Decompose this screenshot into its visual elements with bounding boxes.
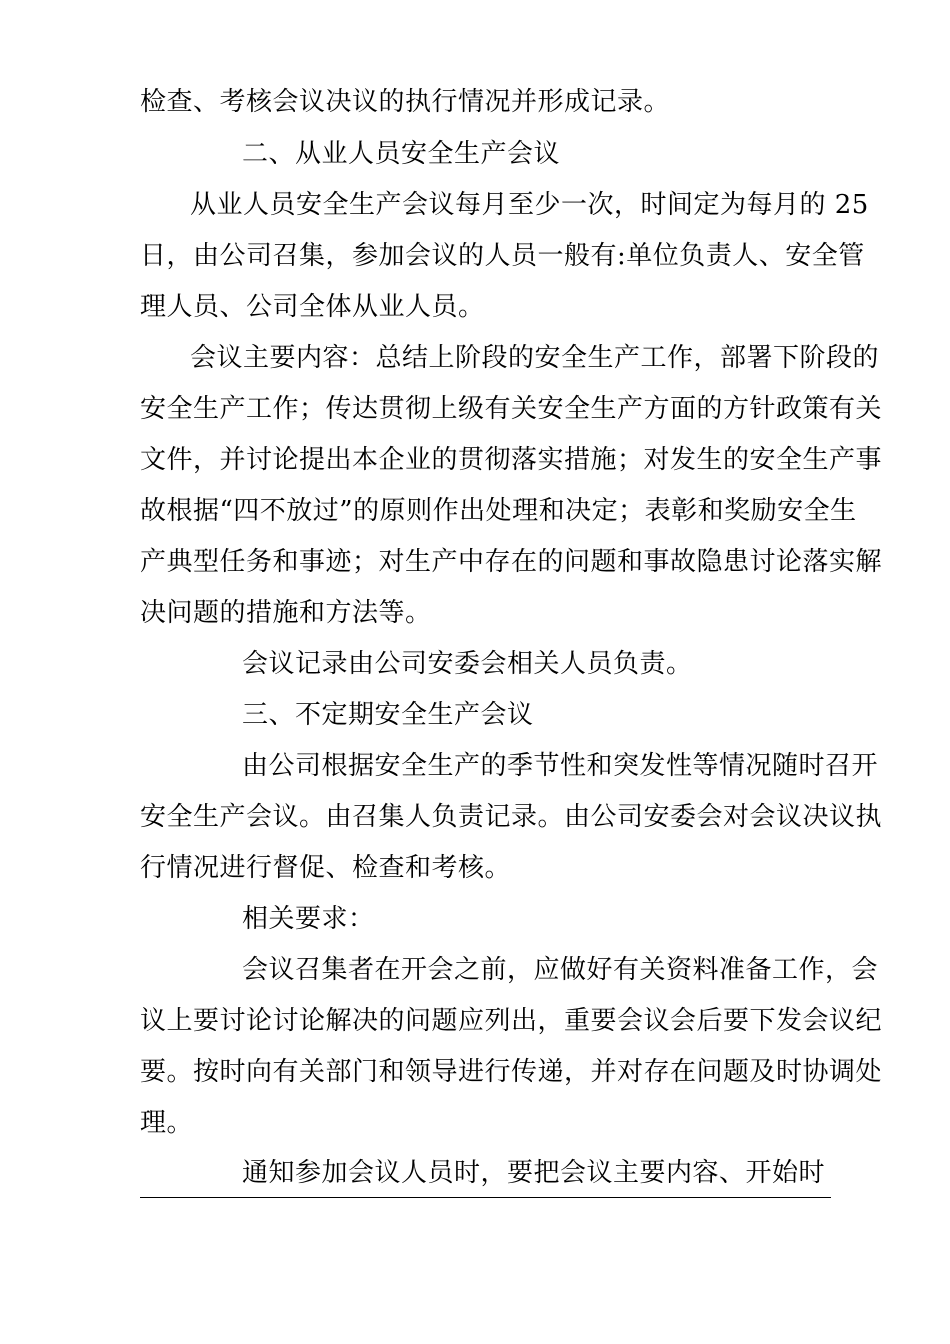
text-line-14: 由公司根据安全生产的季节性和突发性等情况随时召开 [242, 751, 879, 781]
text-line-9: 故根据“四不放过”的原则作出处理和决定；表彰和奖励安全生 [140, 496, 857, 526]
text-line-15: 安全生产会议。由召集人负责记录。由公司安委会对会议决议执 [140, 802, 883, 832]
text-line-7: 安全生产工作；传达贯彻上级有关安全生产方面的方针政策有关 [140, 394, 883, 424]
text-line-12: 会议记录由公司安委会相关人员负责。 [242, 649, 693, 679]
footer-divider [140, 1197, 831, 1198]
text-line-20: 要。按时向有关部门和领导进行传递，并对存在问题及时协调处 [140, 1057, 883, 1087]
text-line-1: 检查、考核会议决议的执行情况并形成记录。 [140, 87, 671, 117]
text-line-19: 议上要讨论讨论解决的问题应列出，重要会议会后要下发会议纪 [140, 1006, 883, 1036]
text-line-16: 行情况进行督促、检查和考核。 [140, 853, 512, 883]
text-line-10: 产典型任务和事迹；对生产中存在的问题和事故隐患讨论落实解 [140, 547, 883, 577]
section-heading-3: 三、不定期安全生产会议 [242, 700, 534, 730]
text-line-3: 从业人员安全生产会议每月至少一次，时间定为每月的 25 [190, 190, 869, 220]
text-line-11: 决问题的措施和方法等。 [140, 598, 432, 628]
requirements-heading: 相关要求： [242, 904, 375, 934]
text-line-5: 理人员、公司全体从业人员。 [140, 292, 485, 322]
text-line-22: 通知参加会议人员时，要把会议主要内容、开始时 [242, 1158, 826, 1188]
section-heading-2: 二、从业人员安全生产会议 [242, 139, 561, 169]
text-line-18: 会议召集者在开会之前，应做好有关资料准备工作，会 [242, 955, 879, 985]
text-line-8: 文件，并讨论提出本企业的贯彻落实措施；对发生的安全生产事 [140, 445, 883, 475]
text-line-21: 理。 [140, 1108, 194, 1138]
text-line-6: 会议主要内容：总结上阶段的安全生产工作，部署下阶段的 [190, 343, 880, 373]
text-line-4: 日，由公司召集，参加会议的人员一般有:单位负责人、安全管 [140, 241, 865, 271]
